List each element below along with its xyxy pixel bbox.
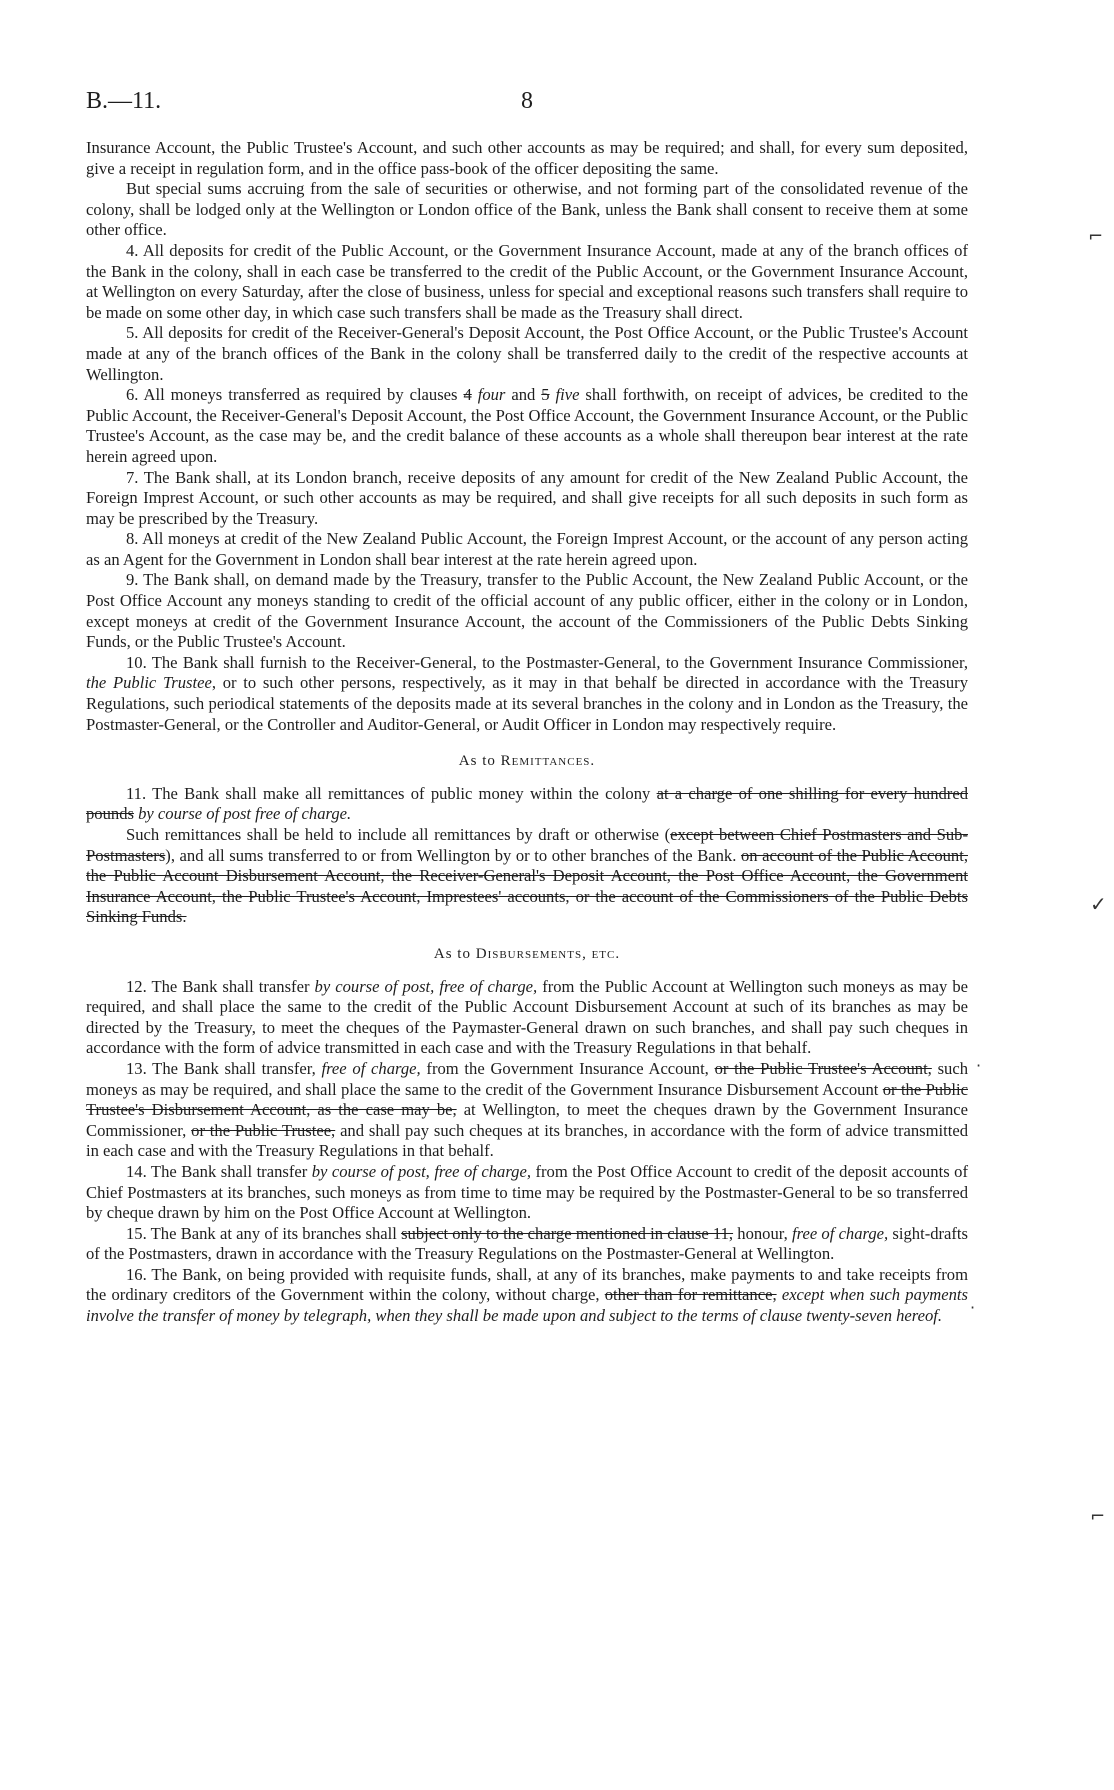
strikethrough-text: or the Public Trustee's Disbursement Account, as the case may be, bbox=[86, 1079, 968, 1120]
paragraph-remittances: Such remittances shall be held to include all remittances by draft or otherwise (except between Chief Postmasters and Sub-Postmasters), and all sums transferred to or from Wellington by or to other branches of the Bank. on account of the Public Account, the Public Account Disbursement Account, the Receiver-General's Deposit Account, the Post Office Account, the Government Insurance Account, the Public Trustee's Account, Imprestees' accounts, or the account of the Commissioners of the Public Debts Sinking Funds. bbox=[86, 825, 968, 927]
page-number: 8 bbox=[521, 88, 533, 114]
clause-4: 4. All deposits for credit of the Public Account, or the Government Insurance Account, made at any of the branch offices of the Bank in the colony, shall in each case be transferred to the credit of the Public Account, or the Government Insurance Account, at Wellington on every Saturday, after the close of business, unless for special and exceptional reasons such transfers shall require to be made on some other day, in which case such transfers shall be made as the Treasury shall direct. bbox=[86, 240, 968, 322]
heading-remittances: As to Remittances. bbox=[458, 753, 596, 770]
paragraph-continuation: Insurance Account, the Public Trustee's Account, and such other accounts as may be required; and shall, for every sum deposited, give a receipt in regulation form, and in the office pass-book of the officer depositing the same. bbox=[86, 138, 968, 178]
margin-mark-icon: ⌐ bbox=[1088, 226, 1104, 247]
clause-9: 9. The Bank shall, on demand made by the Treasury, transfer to the Public Account, the New Zealand Public Account, or the Post Office Account any moneys standing to credit of the official account of any public officer, either in the colony or in London, except moneys at credit of the Government Insurance Account, the account of the Commissioners of the Public Debts Sinking Funds, or the Public Trustee's Account. bbox=[86, 570, 968, 652]
clause-13: 13. The Bank shall transfer, free of charge, from the Government Insurance Account, or the Public Trustee's Account, such moneys as may be required, and shall place the same to the credit of the Government Insurance Disbursement Account or the Public Trustee's Disbursement Account, as the case may be, at Wellington, to meet the cheques drawn by the Government Insurance Commissioner, or the Public Trustee, and shall pay such cheques at its branches, in accordance with the form of advice transmitted in each case and with the Treasury Regulations in that behalf. bbox=[86, 1058, 968, 1161]
margin-mark-icon: ⌐ bbox=[1090, 1506, 1106, 1527]
check-mark-icon: ✓ bbox=[1090, 892, 1107, 916]
document-id: B.—11. bbox=[86, 88, 162, 114]
strikethrough-text: 5 bbox=[541, 385, 550, 405]
strikethrough-text: on account of the Public Account, the Public Account Disbursement Account, the Receiver-General's Deposit Account, the Post Office Account, the Government Insurance Account, the Public Trustee's Account, Imprestees' accounts, or the account of the Commissioners of the Public Debts Sinking Funds. bbox=[86, 845, 968, 927]
strikethrough-text: or the Public Trustee's Account, bbox=[714, 1058, 932, 1078]
strikethrough-text: other than for remittance, bbox=[604, 1285, 777, 1305]
clause-11: 11. The Bank shall make all remittances of public money within the colony at a charge of one shilling for every hundred pounds by course of post free of charge. bbox=[86, 783, 968, 824]
strikethrough-text: 4 bbox=[463, 385, 472, 405]
italic-amendment: the Public Trustee bbox=[86, 673, 212, 693]
clause-7: 7. The Bank shall, at its London branch, receive deposits of any amount for credit of the New Zealand Public Account, the Foreign Imprest Account, or such other accounts as may be required, and shall give receipts for all such deposits in such form as may be prescribed by the Treasury. bbox=[86, 467, 968, 528]
italic-amendment: four bbox=[477, 385, 506, 405]
clause-10: 10. The Bank shall furnish to the Receiver-General, to the Postmaster-General, to the Government Insurance Commissioner, the Public Trustee, or to such other persons, respectively, as it may in that behalf be directed in accordance with the Treasury Regulations, such periodical statements of the deposits made at its several branches in the colony and in London as the Treasury, the Postmaster-General, or the Controller and Auditor-General, or Audit Officer in London may respectively require. bbox=[86, 652, 969, 734]
clause-12: 12. The Bank shall transfer by course of post, free of charge, from the Public Account at Wellington such moneys as may be required, and shall place the same to the credit of the Public Account Disbursement Account at such of its branches as may be directed by the Treasury, to meet the cheques of the Paymaster-General drawn on such branches, and shall pay such cheques in accordance with the form of advice transmitted in each case and with the Treasury Regulations in that behalf. bbox=[86, 976, 968, 1058]
clause-15: 15. The Bank at any of its branches shall subject only to the charge mentioned in clause 11, honour, free of charge, sight-drafts of the Postmasters, drawn in accordance with the Treasury Regulations on the Postmaster-General at Wellington. bbox=[86, 1223, 968, 1264]
clause-5: 5. All deposits for credit of the Receiver-General's Deposit Account, the Post Office Account, or the Public Trustee's Account made at any of the branch offices of the Bank in the colony shall be transferred daily to the credit of the respective accounts at Wellington. bbox=[86, 323, 968, 384]
italic-amendment: by course of post, free of charge, bbox=[314, 976, 538, 996]
italic-amendment: free of charge, bbox=[792, 1223, 889, 1243]
strikethrough-text: subject only to the charge mentioned in clause 11, bbox=[401, 1223, 734, 1243]
paragraph-special-sums: But special sums accruing from the sale of securities or otherwise, and not forming part of the consolidated revenue of the colony, shall be lodged only at the Wellington or London office of the Bank, unless the Bank shall consent to receive them at some other office. bbox=[86, 179, 968, 240]
italic-amendment: five bbox=[555, 385, 580, 405]
italic-amendment: by course of post free of charge. bbox=[138, 804, 352, 824]
strikethrough-text: except between Chief Postmasters and Sub-Postmasters bbox=[86, 825, 968, 865]
strikethrough-text: at a charge of one shilling for every hundred pounds bbox=[86, 783, 968, 824]
strikethrough-text: or the Public Trustee, bbox=[191, 1120, 336, 1140]
heading-disbursements: As to Disbursements, etc. bbox=[433, 945, 621, 962]
margin-dot-icon: · bbox=[970, 1298, 976, 1317]
clause-14: 14. The Bank shall transfer by course of post, free of charge, from the Post Office Account to credit of the deposit accounts of Chief Postmasters at its branches, such moneys as from time to time may be required by the Postmaster-General to be so transferred by cheque drawn by him on the Post Office Account at Wellington. bbox=[86, 1161, 968, 1223]
italic-amendment: except when such payments involve the transfer of money by telegraph, when they shall be made upon and subject to the terms of clause twenty-seven hereof. bbox=[86, 1285, 968, 1326]
italic-amendment: by course of post, free of charge, bbox=[311, 1161, 531, 1181]
clause-8: 8. All moneys at credit of the New Zealand Public Account, the Foreign Imprest Account, or the account of any person acting as an Agent for the Government in London shall bear interest at the rate herein agreed upon. bbox=[86, 529, 968, 569]
document-body bbox=[86, 138, 968, 1327]
italic-amendment: free of charge, bbox=[321, 1058, 421, 1078]
margin-dot-icon: · bbox=[976, 1056, 982, 1075]
clause-6: 6. All moneys transferred as required by clauses 4 four and 5 five shall forthwith, on receipt of advices, be credited to the Public Account, the Receiver-General's Deposit Account, the Post Office Account, the Government Insurance Account, or the Public Trustee's Account, as the case may be, and the credit balance of these accounts as a whole shall thereupon bear interest at the rate herein agreed upon. bbox=[86, 385, 968, 466]
page-header bbox=[86, 88, 1056, 122]
clause-16: 16. The Bank, on being provided with requisite funds, shall, at any of its branches, make payments to and take receipts from the ordinary creditors of the Government within the colony, without charge, other than for remittance, except when such payments involve the transfer of money by telegraph, when they shall be made upon and subject to the terms of clause twenty-seven hereof. bbox=[86, 1264, 968, 1326]
